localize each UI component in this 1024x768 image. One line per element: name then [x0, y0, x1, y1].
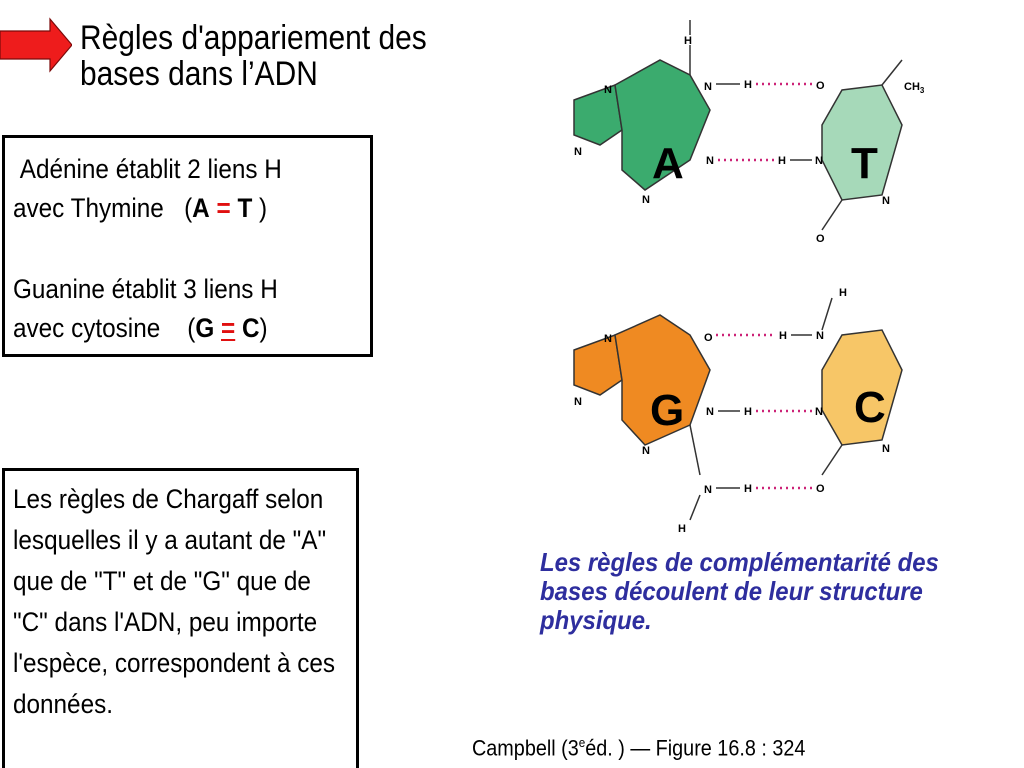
adenine-n3: N — [642, 194, 650, 206]
guanine-label: G — [650, 386, 685, 435]
guanine-n2: N — [574, 396, 582, 408]
cytosine-n1: N — [816, 330, 824, 342]
gc-symbol-g: G — [195, 313, 215, 343]
chargaff-text: Les règles de Chargaff selon lesquelles il y a autant de "A" que de "T" et de "G" que de "C" dans l'ADN, peu importe l'espèce, correspondent à ces données. — [13, 484, 336, 719]
adenine-label: A — [652, 139, 684, 188]
thymine-n1: N — [815, 155, 823, 167]
base-pair-diagram — [560, 30, 940, 540]
adenine-n2: N — [574, 146, 582, 158]
at-line-1-text: Adénine établit 2 liens H — [19, 154, 282, 184]
thymine-structure — [815, 60, 925, 245]
adenine-n1: N — [604, 84, 612, 96]
gc-hbond2-h: H — [744, 406, 752, 418]
thymine-ch3: $CH_3$ — [904, 81, 925, 95]
cytosine-n2: N — [815, 406, 823, 418]
guanine-h1: H — [678, 523, 686, 535]
arrow-icon — [0, 17, 72, 73]
adenine-n5: N — [704, 81, 712, 93]
adenine-n4: N — [706, 155, 714, 167]
cytosine-label: C — [854, 383, 886, 432]
gc-hbond1-h: H — [779, 330, 787, 342]
at-symbol-t: T — [237, 193, 253, 223]
source-superscript: e — [578, 735, 586, 750]
guanine-n4: N — [706, 406, 714, 418]
at-line-2: avec Thymine (A = T ) — [13, 193, 268, 223]
source-suffix: éd. ) — Figure 16.8 : 324 — [585, 735, 806, 761]
cytosine-structure — [815, 287, 902, 495]
page-title — [80, 20, 432, 92]
gc-line-2: avec cytosine (G = C) — [13, 313, 268, 343]
adenine-structure — [574, 20, 714, 206]
cytosine-n3: N — [882, 443, 890, 455]
gc-symbol-eq: = — [221, 313, 236, 343]
guanine-o1: O — [704, 332, 713, 344]
gc-line-2-text: avec cytosine — [13, 313, 161, 343]
at-line-1 — [13, 150, 334, 189]
gc-symbol-c: C — [241, 313, 260, 343]
at-hbond1-h: H — [744, 79, 752, 91]
thymine-label: T — [851, 139, 878, 188]
source-prefix: Campbell (3 — [472, 735, 579, 761]
cytosine-o1: O — [816, 483, 825, 495]
base-pairing-box — [2, 135, 373, 357]
cytosine-h1: H — [839, 287, 847, 299]
guanine-n1: N — [604, 333, 612, 345]
figure-caption: Les règles de complémentarité des bases découlent de leur structure physique. — [540, 547, 939, 635]
at-hbond2-h: H — [778, 155, 786, 167]
chargaff-box — [2, 468, 359, 768]
at-symbol-eq: = — [216, 193, 231, 223]
adenine-h1: H — [684, 35, 692, 47]
thymine-o1: O — [816, 80, 825, 92]
guanine-n5: N — [704, 484, 712, 496]
thymine-o2: O — [816, 233, 825, 245]
thymine-n2: N — [882, 195, 890, 207]
guanine-n3: N — [642, 445, 650, 457]
title-line-1: Règles d'appariement des — [80, 19, 427, 57]
at-symbol-a: A — [192, 193, 210, 223]
gc-line-1: Guanine établit 3 liens H — [13, 274, 278, 304]
guanine-structure — [574, 315, 714, 535]
title-line-2: bases dans l’ADN — [80, 55, 318, 93]
gc-hbond3-h: H — [744, 483, 752, 495]
at-line-2-text: avec Thymine — [13, 193, 164, 223]
source-citation — [472, 735, 805, 761]
